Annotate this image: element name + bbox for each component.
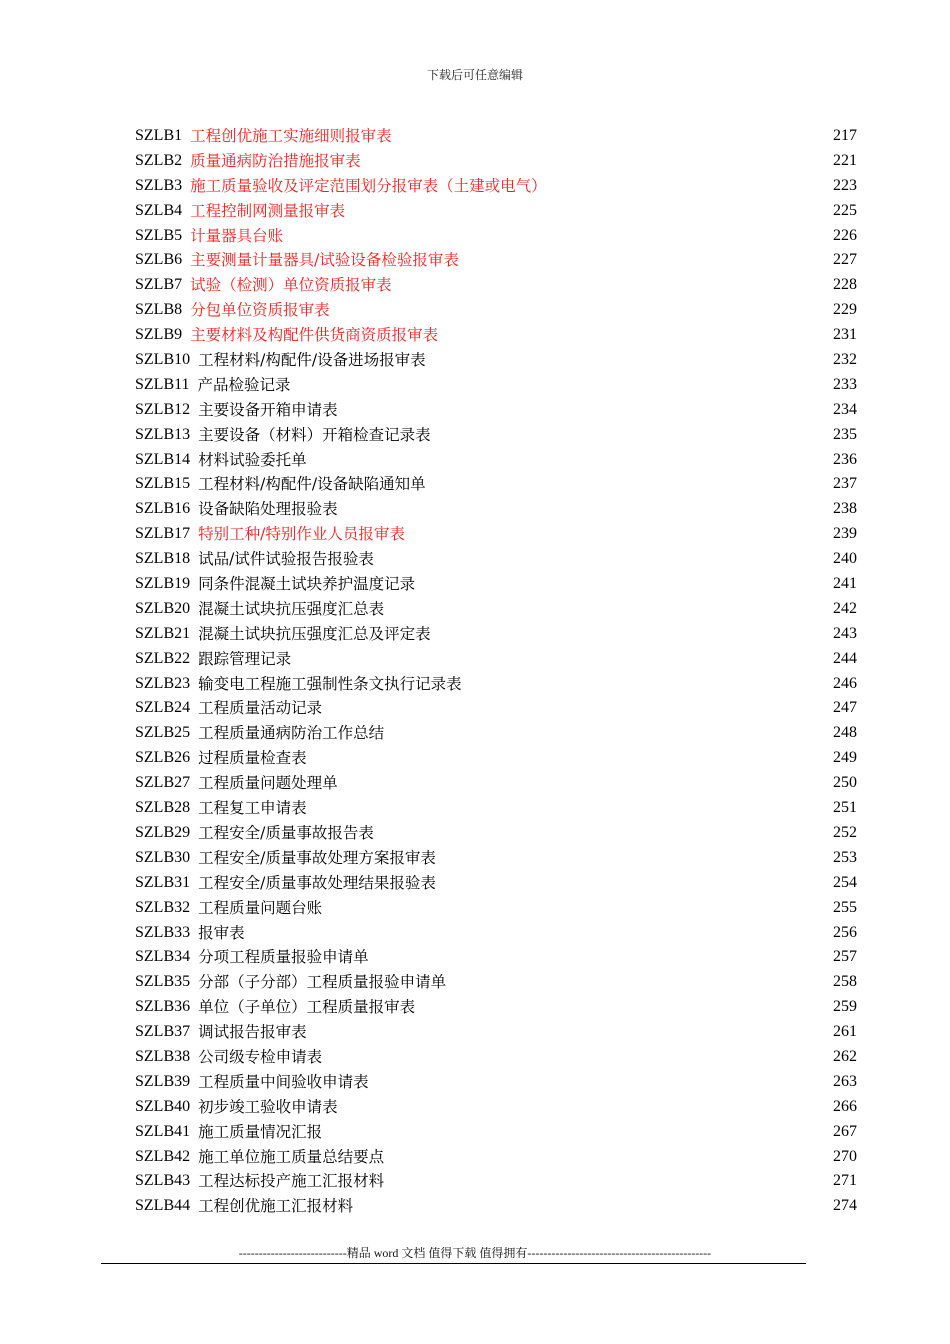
toc-entry-page-number: 246 [833, 674, 857, 692]
toc-entry-page-number: 256 [833, 923, 857, 941]
toc-entry-title: 分项工程质量报验申请单 [198, 948, 369, 967]
toc-entry-code: SZLB12 [135, 400, 191, 418]
toc-entry-code: SZLB18 [135, 550, 191, 568]
toc-entry-title: 工程材料/构配件/设备缺陷通知单 [198, 475, 426, 494]
toc-entry-page-number: 253 [833, 848, 857, 866]
toc-entry-title: 过程质量检查表 [198, 749, 307, 768]
toc-entry[interactable] [135, 1095, 857, 1120]
toc-entry-title: 同条件混凝土试块养护温度记录 [198, 575, 416, 594]
toc-entry-code: SZLB6 [135, 251, 183, 269]
toc-entry-page-number: 257 [833, 948, 857, 966]
toc-entry-code: SZLB28 [135, 799, 191, 817]
toc-entry-code: SZLB14 [135, 450, 191, 468]
toc-entry-page-number: 252 [833, 823, 857, 841]
toc-entry-page-number: 251 [833, 799, 857, 817]
toc-entry-code: SZLB32 [135, 898, 191, 916]
toc-entry-title: 施工质量验收及评定范围划分报审表（土建或电气） [190, 176, 547, 195]
toc-entry-code: SZLB24 [135, 699, 191, 717]
toc-entry-title: 报审表 [198, 923, 245, 942]
toc-entry-code: SZLB27 [135, 774, 191, 792]
toc-entry[interactable] [135, 647, 857, 672]
toc-entry-code: SZLB33 [135, 923, 191, 941]
toc-entry-code: SZLB2 [135, 151, 183, 169]
toc-entry-code: SZLB23 [135, 674, 191, 692]
toc-entry[interactable] [135, 871, 857, 896]
toc-entry[interactable] [135, 398, 857, 423]
toc-entry-title: 工程质量中间验收申请表 [198, 1072, 369, 1091]
toc-entry-title: 工程安全/质量事故处理方案报审表 [198, 848, 436, 867]
toc-entry-page-number: 261 [833, 1023, 857, 1041]
toc-entry[interactable] [135, 821, 857, 846]
toc-entry[interactable] [135, 721, 857, 746]
toc-entry-page-number: 217 [833, 127, 857, 144]
toc-entry-code: SZLB35 [135, 973, 191, 991]
toc-entry-code: SZLB17 [135, 525, 191, 543]
toc-entry-code: SZLB1 [135, 127, 183, 144]
toc-entry[interactable] [135, 1145, 857, 1170]
toc-entry-code: SZLB19 [135, 575, 191, 593]
toc-entry-title: 主要设备（材料）开箱检查记录表 [198, 425, 431, 444]
toc-entry-page-number: 234 [833, 400, 857, 418]
toc-entry[interactable] [135, 373, 857, 398]
toc-entry[interactable] [135, 1120, 857, 1145]
toc-entry-code: SZLB21 [135, 624, 191, 642]
toc-entry-code: SZLB43 [135, 1172, 191, 1190]
toc-entry-page-number: 248 [833, 724, 857, 742]
toc-entry-page-number: 229 [833, 301, 857, 319]
toc-entry-page-number: 262 [833, 1047, 857, 1065]
toc-entry[interactable] [135, 248, 857, 273]
toc-entry[interactable] [135, 423, 857, 448]
toc-entry[interactable] [135, 945, 857, 970]
toc-entry-code: SZLB16 [135, 500, 191, 518]
toc-entry-page-number: 226 [833, 226, 857, 244]
toc-entry-page-number: 227 [833, 251, 857, 269]
toc-entry[interactable] [135, 995, 857, 1020]
toc-entry[interactable] [135, 472, 857, 497]
toc-entry-page-number: 274 [833, 1197, 857, 1215]
toc-entry[interactable] [135, 124, 857, 149]
toc-entry-title: 工程达标投产施工汇报材料 [198, 1172, 385, 1191]
toc-entry[interactable] [135, 448, 857, 473]
toc-entry[interactable] [135, 896, 857, 921]
toc-entry[interactable] [135, 1169, 857, 1194]
toc-entry-title: 主要设备开箱申请表 [198, 400, 338, 419]
toc-entry-page-number: 241 [833, 575, 857, 593]
toc-entry-title: 调试报告报审表 [198, 1023, 307, 1042]
toc-entry-code: SZLB4 [135, 201, 183, 219]
toc-entry-title: 试品/试件试验报告报验表 [198, 550, 374, 569]
toc-entry-title: 产品检验记录 [197, 375, 291, 394]
toc-entry[interactable] [135, 597, 857, 622]
toc-entry-code: SZLB30 [135, 848, 191, 866]
toc-entry-code: SZLB37 [135, 1023, 191, 1041]
toc-entry-page-number: 221 [833, 151, 857, 169]
toc-entry[interactable] [135, 323, 857, 348]
toc-entry-code: SZLB38 [135, 1047, 191, 1065]
toc-entry-title: 工程创优施工汇报材料 [198, 1197, 354, 1216]
toc-entry[interactable] [135, 199, 857, 224]
toc-entry-title: 施工质量情况汇报 [198, 1122, 323, 1141]
toc-entry-title: 施工单位施工质量总结要点 [198, 1147, 385, 1166]
toc-entry-title: 工程创优施工实施细则报审表 [190, 127, 392, 145]
toc-entry[interactable] [135, 1020, 857, 1045]
toc-entry-page-number: 266 [833, 1097, 857, 1115]
toc-entry-code: SZLB34 [135, 948, 191, 966]
toc-entry-code: SZLB31 [135, 873, 191, 891]
toc-entry-title: 跟踪管理记录 [198, 649, 292, 668]
toc-entry[interactable] [135, 672, 857, 697]
toc-entry-code: SZLB41 [135, 1122, 191, 1140]
toc-entry-title: 工程质量通病防治工作总结 [198, 724, 385, 743]
toc-entry-page-number: 250 [833, 774, 857, 792]
toc-entry-page-number: 249 [833, 749, 857, 767]
toc-entry[interactable] [135, 174, 857, 199]
toc-entry-title: 混凝土试块抗压强度汇总表 [198, 599, 385, 618]
toc-entry-code: SZLB3 [135, 176, 183, 194]
toc-entry[interactable] [135, 696, 857, 721]
toc-entry-code: SZLB44 [135, 1197, 191, 1215]
toc-entry-page-number: 270 [833, 1147, 857, 1165]
toc-entry-page-number: 235 [833, 425, 857, 443]
toc-entry-page-number: 225 [833, 201, 857, 219]
toc-entry-title: 工程控制网测量报审表 [190, 201, 346, 220]
page-footer: ---------------------------精品 word 文档 值得下载 值得拥有---------------------------------------------- [238, 1246, 712, 1260]
toc-entry-code: SZLB11 [135, 375, 190, 393]
toc-entry-page-number: 243 [833, 624, 857, 642]
toc-entry-code: SZLB7 [135, 276, 183, 294]
toc-entry-title: 公司级专检申请表 [198, 1047, 323, 1066]
toc-entry-title: 工程质量活动记录 [198, 699, 323, 718]
toc-entry-code: SZLB36 [135, 998, 191, 1016]
toc-entry[interactable] [135, 273, 857, 298]
toc-entry-page-number: 259 [833, 998, 857, 1016]
toc-entry[interactable] [135, 1070, 857, 1095]
toc-entry-page-number: 223 [833, 176, 857, 194]
toc-entry-title: 特别工种/特别作业人员报审表 [198, 525, 405, 544]
toc-entry[interactable] [135, 149, 857, 174]
toc-entry[interactable] [135, 1045, 857, 1070]
toc-entry-page-number: 238 [833, 500, 857, 518]
toc-entry-page-number: 271 [833, 1172, 857, 1190]
toc-entry-title: 质量通病防治措施报审表 [190, 151, 361, 170]
toc-entry-code: SZLB9 [135, 326, 183, 344]
toc-entry[interactable] [135, 921, 857, 946]
toc-entry-page-number: 254 [833, 873, 857, 891]
toc-entry-title: 初步竣工验收申请表 [198, 1097, 338, 1116]
toc-entry[interactable] [135, 846, 857, 871]
toc-entry-title: 混凝土试块抗压强度汇总及评定表 [198, 624, 431, 643]
toc-entry[interactable] [135, 224, 857, 249]
toc-entry-page-number: 247 [833, 699, 857, 717]
toc-entry-page-number: 242 [833, 599, 857, 617]
toc-entry-code: SZLB26 [135, 749, 191, 767]
page-header: 下载后可任意编辑 [426, 68, 523, 82]
toc-entry[interactable] [135, 298, 857, 323]
toc-entry-code: SZLB13 [135, 425, 191, 443]
toc-entry-title: 试验（检测）单位资质报审表 [190, 276, 392, 295]
toc-entry[interactable] [135, 746, 857, 771]
toc-entry-page-number: 244 [833, 649, 857, 667]
toc-entry-page-number: 236 [833, 450, 857, 468]
toc-entry-code: SZLB40 [135, 1097, 191, 1115]
toc-entry-title: 单位（子单位）工程质量报审表 [198, 998, 416, 1017]
toc-entry-title: 工程安全/质量事故报告表 [198, 823, 374, 842]
toc-entry-code: SZLB8 [135, 301, 183, 319]
toc-entry-title: 输变电工程施工强制性条文执行记录表 [198, 674, 462, 693]
toc-entry[interactable] [135, 348, 857, 373]
toc-entry-page-number: 258 [833, 973, 857, 991]
toc-entry-page-number: 255 [833, 898, 857, 916]
toc-entry-code: SZLB5 [135, 226, 183, 244]
toc-entry-code: SZLB20 [135, 599, 191, 617]
toc-entry-code: SZLB25 [135, 724, 191, 742]
table-of-contents [135, 124, 857, 1219]
toc-entry-title: 工程复工申请表 [198, 799, 307, 818]
toc-entry-code: SZLB29 [135, 823, 191, 841]
toc-entry[interactable] [135, 522, 857, 547]
footer-divider [101, 1263, 806, 1264]
toc-entry-page-number: 267 [833, 1122, 857, 1140]
toc-entry-title: 工程质量问题台账 [198, 898, 323, 917]
toc-entry-code: SZLB22 [135, 649, 191, 667]
toc-entry[interactable] [135, 796, 857, 821]
toc-entry-page-number: 232 [833, 351, 857, 369]
toc-entry[interactable] [135, 771, 857, 796]
toc-entry-title: 设备缺陷处理报验表 [198, 500, 338, 519]
toc-entry-page-number: 231 [833, 326, 857, 344]
toc-entry[interactable] [135, 622, 857, 647]
toc-entry-code: SZLB42 [135, 1147, 191, 1165]
toc-entry[interactable] [135, 547, 857, 572]
toc-entry-page-number: 239 [833, 525, 857, 543]
toc-entry-page-number: 237 [833, 475, 857, 493]
toc-entry-title: 材料试验委托单 [198, 450, 307, 469]
toc-entry-page-number: 228 [833, 276, 857, 294]
toc-entry-code: SZLB15 [135, 475, 191, 493]
toc-entry-code: SZLB39 [135, 1072, 191, 1090]
toc-entry[interactable] [135, 497, 857, 522]
toc-entry-title: 分包单位资质报审表 [190, 301, 330, 320]
toc-entry-title: 工程材料/构配件/设备进场报审表 [198, 351, 426, 370]
toc-entry[interactable] [135, 1194, 857, 1219]
toc-entry-code: SZLB10 [135, 351, 191, 369]
toc-entry-page-number: 263 [833, 1072, 857, 1090]
toc-entry-title: 分部（子分部）工程质量报验申请单 [198, 973, 447, 992]
toc-entry-page-number: 233 [833, 375, 857, 393]
toc-entry-title: 计量器具台账 [190, 226, 284, 245]
toc-entry-page-number: 240 [833, 550, 857, 568]
toc-entry-title: 主要测量计量器具/试验设备检验报审表 [190, 251, 459, 270]
toc-entry[interactable] [135, 970, 857, 995]
toc-entry-title: 工程质量问题处理单 [198, 774, 338, 793]
toc-entry-title: 工程安全/质量事故处理结果报验表 [198, 873, 436, 892]
toc-entry[interactable] [135, 572, 857, 597]
toc-entry-title: 主要材料及构配件供货商资质报审表 [190, 326, 439, 345]
